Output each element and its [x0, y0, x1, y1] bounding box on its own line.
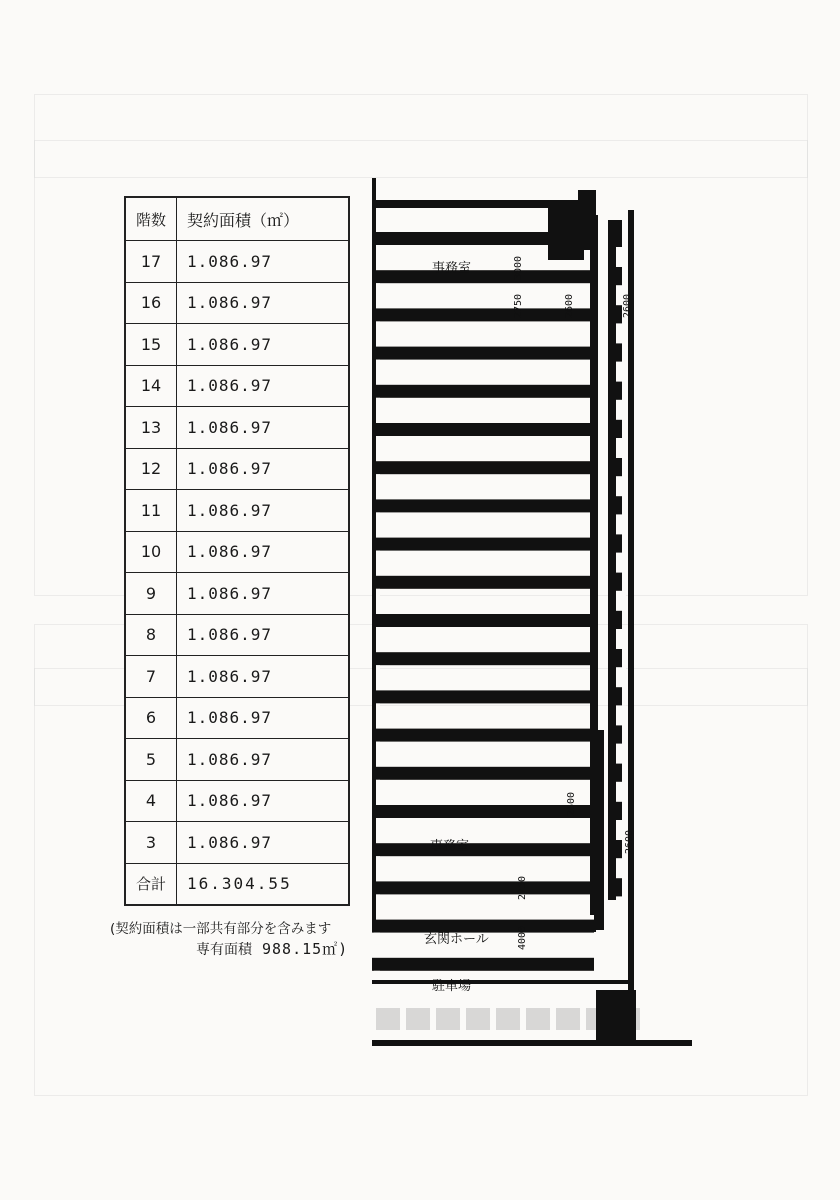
floor-slab	[372, 729, 594, 742]
table-row	[125, 739, 349, 781]
dim-2600-lower-a: 2600	[566, 791, 577, 816]
floor-slab	[372, 767, 594, 780]
floor-cell: 5	[125, 739, 177, 781]
roof-machine-room	[548, 200, 584, 260]
dim-2600-upper-b: 2600	[622, 293, 633, 318]
rear-window	[616, 591, 626, 611]
floor-cell: 3	[125, 822, 177, 864]
area-cell: 1.086.97	[177, 407, 350, 449]
floor-slab	[372, 652, 594, 665]
foundation-bay	[436, 1008, 460, 1030]
ground-slab	[376, 922, 596, 932]
area-cell: 1.086.97	[177, 573, 350, 615]
foundation-bay	[406, 1008, 430, 1030]
area-cell: 1.086.97	[177, 614, 350, 656]
ground-floor-structure	[372, 922, 692, 1046]
floor-cell: 4	[125, 780, 177, 822]
floor-cell: 15	[125, 324, 177, 366]
rear-window	[616, 705, 626, 725]
table-row	[125, 241, 349, 283]
floor-cell: 16	[125, 282, 177, 324]
area-cell: 1.086.97	[177, 822, 350, 864]
area-cell: 1.086.97	[177, 282, 350, 324]
rear-window	[616, 553, 626, 573]
table-row	[125, 282, 349, 324]
dim-2750-lower: 2750	[517, 875, 528, 900]
floor-cell: 13	[125, 407, 177, 449]
floor-cell: 14	[125, 365, 177, 407]
floor-slab	[372, 881, 594, 894]
office-label-upper: 事務室	[432, 261, 472, 276]
floor-cell: 8	[125, 614, 177, 656]
contract-area-table	[124, 196, 350, 906]
table-row	[125, 490, 349, 532]
floor-slab	[372, 423, 594, 436]
table-row	[125, 407, 349, 449]
note-line-2	[110, 939, 348, 960]
building-section-drawing	[362, 170, 692, 1050]
lower-core-wall	[594, 730, 604, 930]
rear-window	[616, 514, 626, 534]
table-row	[125, 822, 349, 864]
facade-mullion	[374, 933, 380, 945]
area-column-header: 契約面積（㎡）	[177, 197, 350, 241]
area-cell: 1.086.97	[177, 531, 350, 573]
rear-window	[616, 667, 626, 687]
area-cell: 1.086.97	[177, 697, 350, 739]
table-row	[125, 573, 349, 615]
floor-column-header: 階数	[125, 197, 177, 241]
floor-slab	[372, 347, 594, 360]
dim-2600-upper-a: 2600	[564, 293, 575, 318]
area-cell: 1.086.97	[177, 739, 350, 781]
floor-slab	[372, 843, 594, 856]
floor-slabs	[372, 190, 596, 983]
entrance-hall-label: 玄関ホール	[424, 932, 489, 947]
area-cell: 1.086.97	[177, 780, 350, 822]
table-row	[125, 448, 349, 490]
rear-window	[616, 476, 626, 496]
area-cell: 1.086.97	[177, 656, 350, 698]
dim-3000-upper: 3000	[513, 255, 524, 280]
foundation-bay	[556, 1008, 580, 1030]
floor-slab	[372, 614, 594, 627]
table-header-row	[125, 197, 349, 241]
area-cell: 1.086.97	[177, 490, 350, 532]
dim-2600-lower-b: 2600	[624, 829, 635, 854]
rear-window	[616, 400, 626, 420]
office-label-lower: 事務室	[430, 839, 470, 854]
area-cell: 1.086.97	[177, 241, 350, 283]
floor-slab	[372, 385, 594, 398]
floor-cell: 12	[125, 448, 177, 490]
total-row	[125, 863, 349, 905]
floor-slab	[372, 499, 594, 512]
dim-2750-upper: 2750	[513, 293, 524, 318]
floor-slab	[372, 958, 594, 971]
rear-window	[616, 629, 626, 649]
area-note	[110, 919, 348, 960]
rear-window	[616, 896, 626, 916]
rear-window	[616, 744, 626, 764]
table-row	[125, 324, 349, 366]
floor-cell: 17	[125, 241, 177, 283]
rear-exterior-wall	[628, 210, 634, 990]
parking-label: 駐車場	[432, 979, 472, 994]
floor-slab	[372, 538, 594, 551]
floor-slab	[372, 270, 594, 283]
floor-slab	[372, 308, 594, 321]
total-label: 合計	[125, 863, 177, 905]
foundation-bay	[376, 1008, 400, 1030]
rear-window	[616, 438, 626, 458]
exclusive-area-value: 988.15㎡)	[262, 940, 349, 958]
rear-window	[616, 782, 626, 802]
ramp-column	[596, 990, 636, 1040]
floor-cell: 7	[125, 656, 177, 698]
total-area: 16.304.55	[177, 863, 350, 905]
table-row	[125, 656, 349, 698]
rear-window	[616, 247, 626, 267]
table-row	[125, 780, 349, 822]
rear-window	[616, 323, 626, 343]
table-row	[125, 365, 349, 407]
floor-slab	[372, 461, 594, 474]
area-cell: 1.086.97	[177, 448, 350, 490]
rear-window	[616, 362, 626, 382]
foundation-bay	[466, 1008, 490, 1030]
floor-slab	[372, 805, 594, 818]
table-row	[125, 614, 349, 656]
parking-level-line	[372, 980, 632, 984]
table-row	[125, 697, 349, 739]
area-cell: 1.086.97	[177, 324, 350, 366]
floor-slab	[372, 690, 594, 703]
floor-cell: 6	[125, 697, 177, 739]
rear-window	[616, 858, 626, 878]
exclusive-area-label: 専有面積	[196, 942, 252, 958]
floor-cell: 9	[125, 573, 177, 615]
note-line-1: (契約面積は一部共有部分を含みます	[110, 921, 332, 937]
foundation-bay	[496, 1008, 520, 1030]
left-exterior-wall	[372, 178, 376, 928]
foundation-bay	[526, 1008, 550, 1030]
area-cell: 1.086.97	[177, 365, 350, 407]
table-row	[125, 531, 349, 573]
floor-cell: 11	[125, 490, 177, 532]
floor-cell: 10	[125, 531, 177, 573]
dim-4000-lower: 4000	[517, 925, 528, 950]
foundation-slab	[372, 1040, 692, 1046]
rear-window	[616, 935, 626, 955]
floor-slab	[372, 576, 594, 589]
